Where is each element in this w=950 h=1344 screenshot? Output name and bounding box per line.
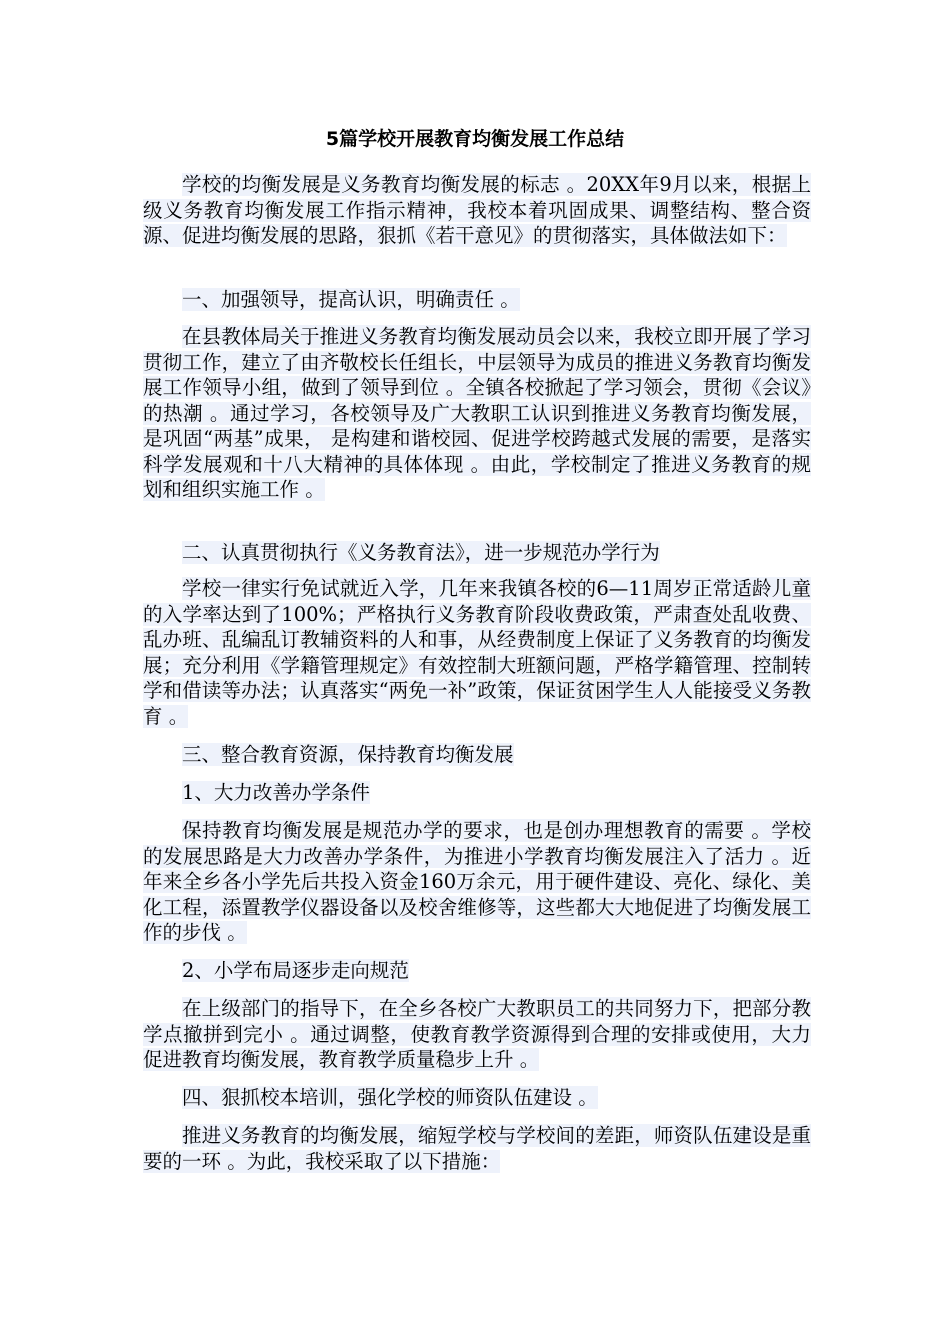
section-heading-1 [143, 287, 811, 313]
paragraph-education-law-text: 学校一律实行免试就近入学，几年来我镇各校的6—11周岁正常适龄儿童的入学率达到了100%；严格执行义务教育阶段收费政策，严肃查处乱收费、乱办班、乱编乱订教辅资料的人和事，从经费制度上保证了义务教育的均衡发展；充分利用《学籍管理规定》有效控制大班额问题，严格学籍管理、控制转学和借读等办法；认真落实“两免一补”政策，保证贫困学生人人能接受义务教育 。 [143, 577, 811, 728]
section-heading-4-text: 四、狠抓校本培训，强化学校的师资队伍建设 。 [182, 1086, 598, 1109]
section-heading-3 [143, 742, 811, 768]
paragraph-conditions [143, 818, 811, 946]
paragraph-layout-text: 在上级部门的指导下，在全乡各校广大教职员工的共同努力下，把部分教学点撤拼到完小 。通过调整，使教育教学资源得到合理的安排或使用，大力促进教育均衡发展，教育教学质量稳步上升 。 [143, 997, 811, 1071]
section-heading-3-text: 三、整合教育资源，保持教育均衡发展 [182, 743, 514, 766]
paragraph-teacher-training-text: 推进义务教育的均衡发展，缩短学校与学校间的差距，师资队伍建设是重要的一环 。为此，我校采取了以下措施： [143, 1124, 811, 1173]
paragraph-intro [143, 172, 811, 249]
subsection-heading-3-2 [143, 958, 811, 984]
paragraph-conditions-text: 保持教育均衡发展是规范办学的要求，也是创办理想教育的需要 。学校的发展思路是大力改善办学条件，为推进小学教育均衡发展注入了活力 。近年来全乡各小学先后共投入资金160万余元，用于硬件建设、亮化、绿化、美化工程，添置教学仪器设备以及校舍维修等，这些都大大地促进了均衡发展工作的步伐 。 [143, 819, 811, 944]
section-heading-2 [143, 540, 811, 566]
paragraph-intro-text: 学校的均衡发展是义务教育均衡发展的标志 。20XX年9月以来，根据上级义务教育均衡发展工作指示精神，我校本着巩固成果、调整结构、整合资源、促进均衡发展的思路，狠抓《若干意见》的贯彻落实，具体做法如下： [143, 173, 811, 247]
paragraph-leadership-text: 在县教体局关于推进义务教育均衡发展动员会以来，我校立即开展了学习贯彻工作，建立了由齐敬校长任组长，中层领导为成员的推进义务教育均衡发展工作领导小组，做到了领导到位 。全镇各校掀起了学习领会，贯彻《会议》的热潮 。通过学习，各校领导及广大教职工认识到推进义务教育均衡发展，是巩固“两基”成果， 是构建和谐校园、促进学校跨越式发展的需要，是落实科学发展观和十八大精神的具体体现 。由此，学校制定了推进义务教育的规划和组织实施工作 。 [143, 325, 811, 501]
subsection-heading-3-2-text: 2、小学布局逐步走向规范 [182, 959, 409, 982]
paragraph-leadership [143, 324, 811, 503]
section-heading-4 [143, 1085, 811, 1111]
section-heading-1-text: 一、加强领导，提高认识，明确责任 。 [182, 288, 520, 311]
section-heading-2-text: 二、认真贯彻执行《义务教育法》，进一步规范办学行为 [182, 541, 660, 564]
paragraph-education-law [143, 576, 811, 729]
subsection-heading-3-1-text: 1、大力改善办学条件 [182, 781, 370, 804]
document-title: 5篇学校开展教育均衡发展工作总结 [325, 128, 625, 150]
subsection-heading-3-1 [143, 780, 811, 806]
paragraph-layout [143, 996, 811, 1073]
paragraph-teacher-training [143, 1123, 811, 1174]
